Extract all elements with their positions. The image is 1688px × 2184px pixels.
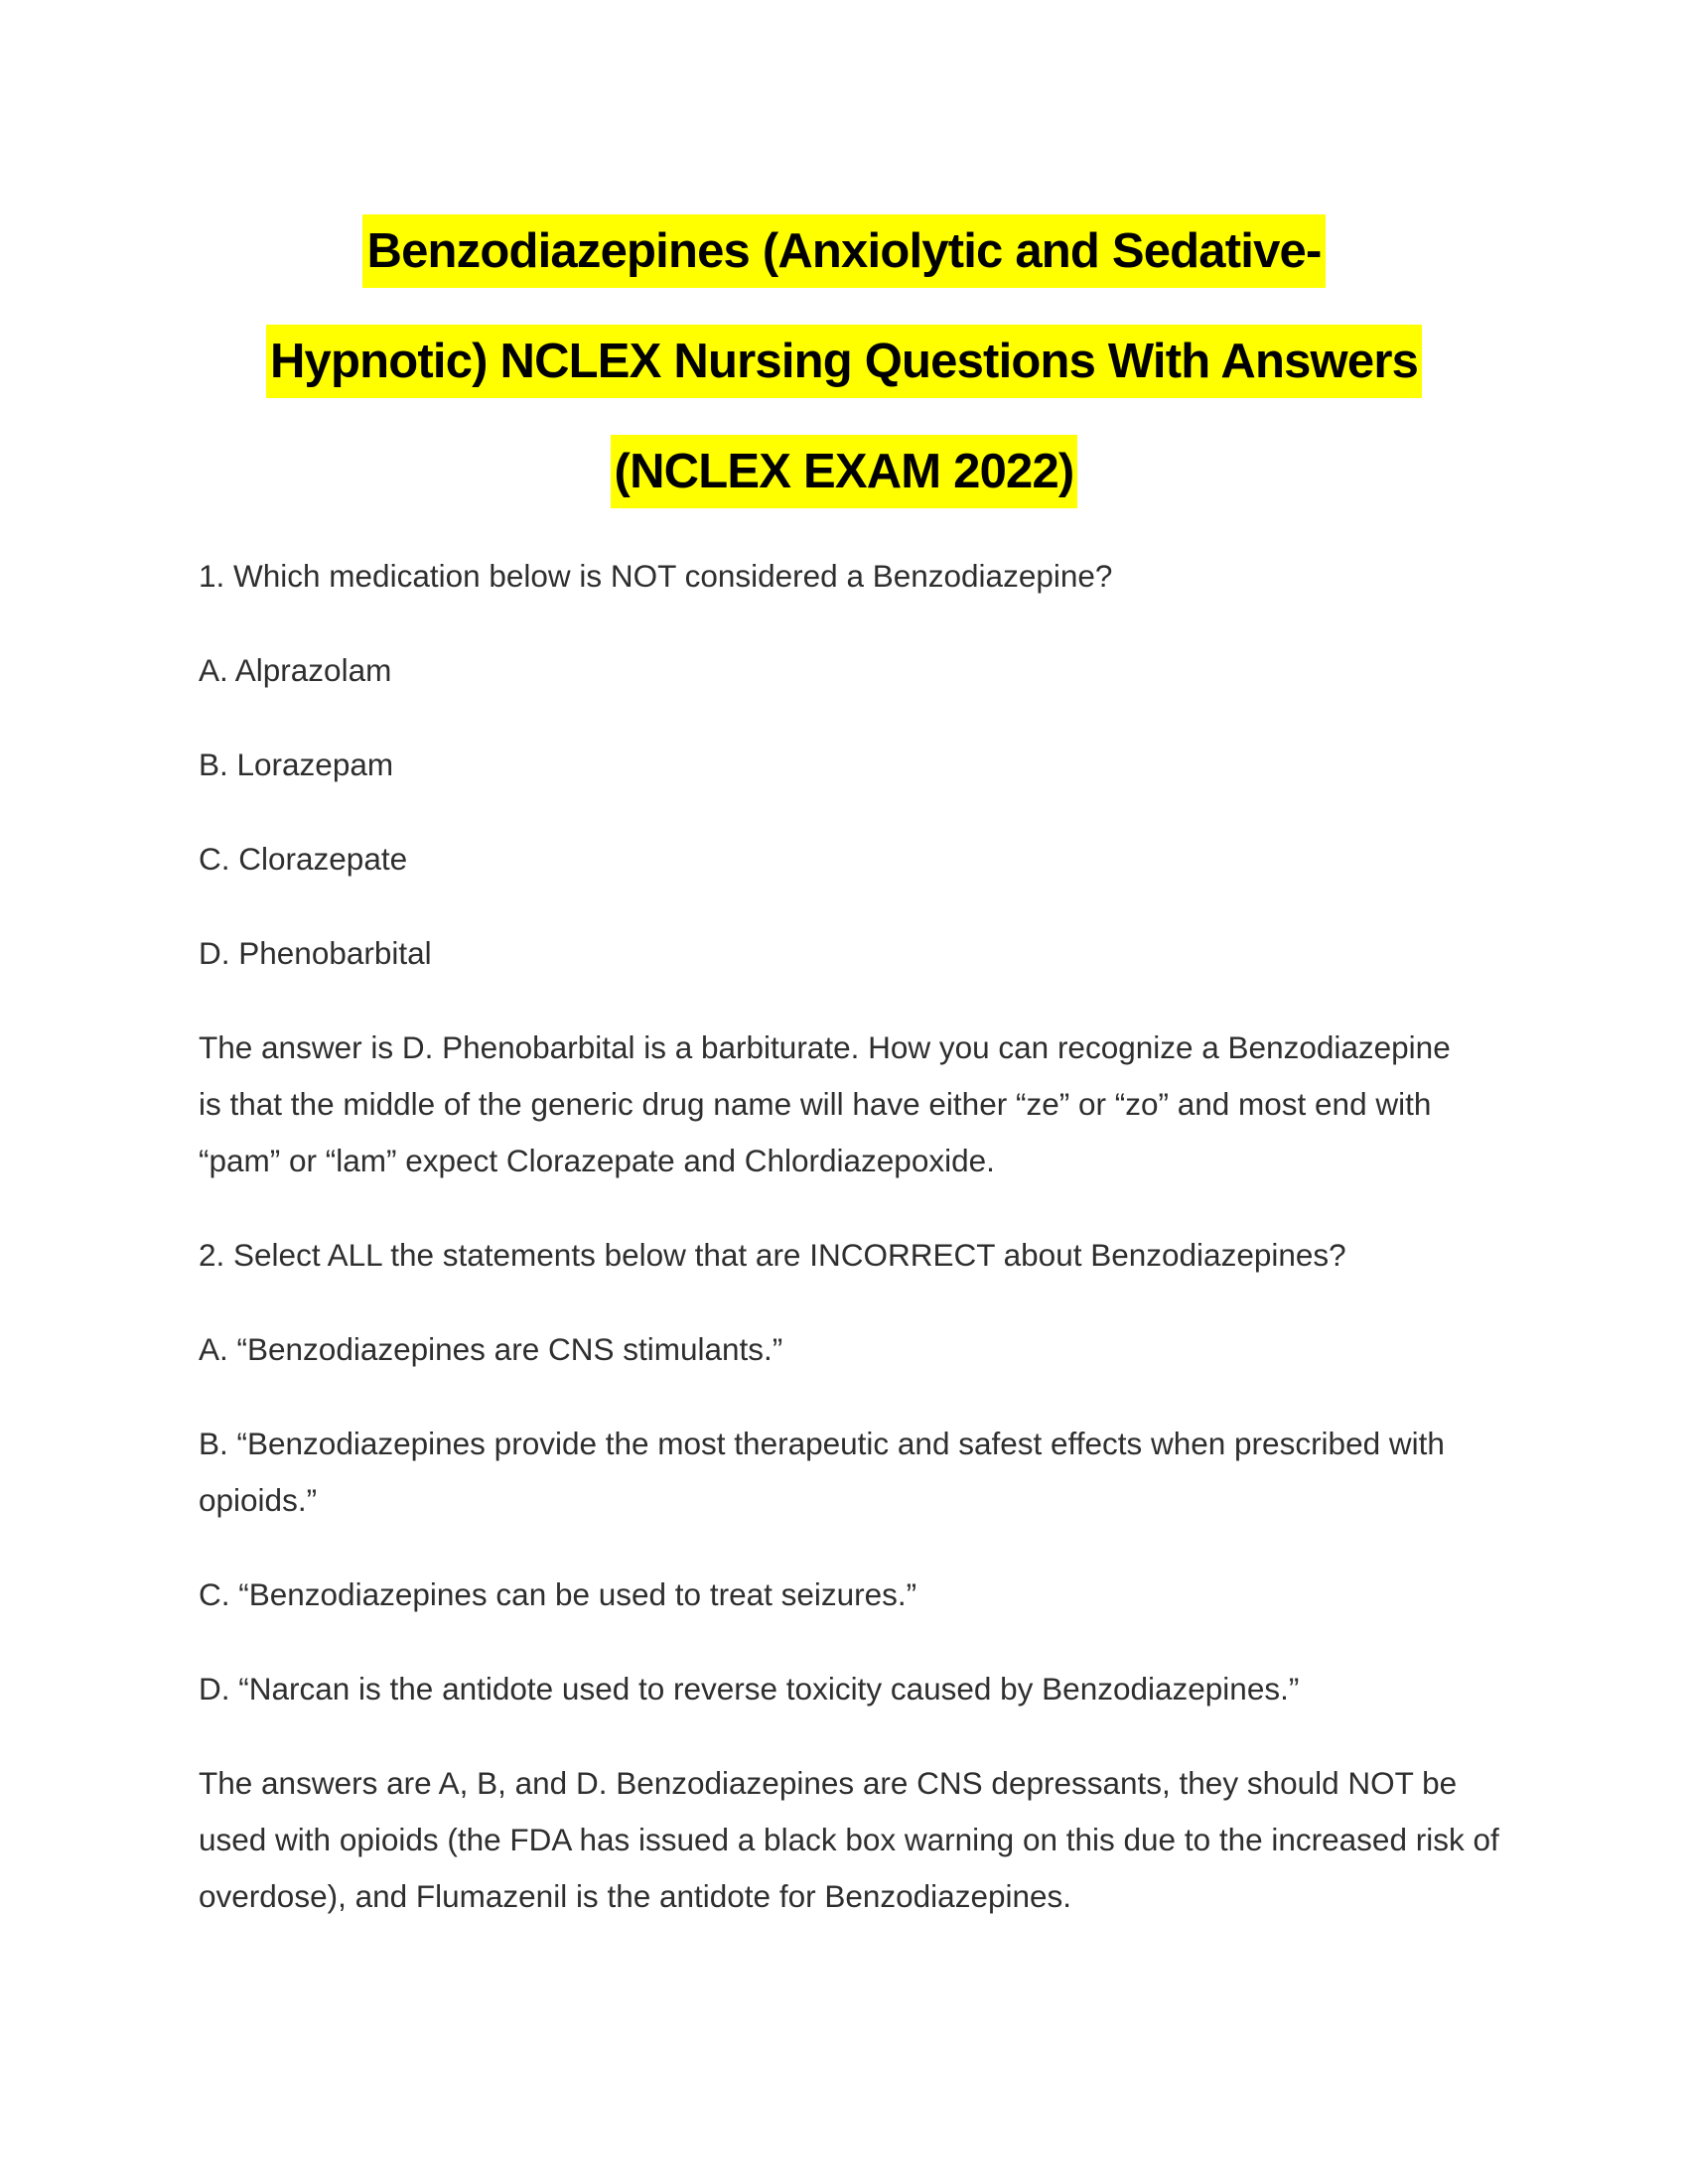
question-2-option-d: D. “Narcan is the antidote used to reverse toxicity caused by Benzodiazepines.” [199, 1671, 1300, 1706]
question-1-answer: The answer is D. Phenobarbital is a barbiturate. How you can recognize a Benzodiazepine is that the middle of the generic drug name will have either “ze” or “zo” and most end with “pam” or “lam” expect Clorazepate and Chlordiazepoxide. [199, 1029, 1451, 1178]
question-1-option-a: A. Alprazolam [199, 652, 392, 688]
question-2-answer: The answers are A, B, and D. Benzodiazepines are CNS depressants, they should NOT be used with opioids (the FDA has issued a black box warning on this due to the increased risk of overdose), and Flumazenil is the antidote for Benzodiazepines. [199, 1765, 1499, 1914]
title-highlight: Hypnotic) NCLEX Nursing Questions With Answers [266, 325, 1422, 398]
document-title [0, 196, 1688, 526]
question-1-option-d: D. Phenobarbital [199, 935, 432, 971]
question-2-prompt: 2. Select ALL the statements below that are INCORRECT about Benzodiazepines? [199, 1237, 1346, 1273]
title-line-1 [0, 196, 1688, 306]
title-line-2 [0, 306, 1688, 416]
question-1-option-c: C. Clorazepate [199, 841, 408, 877]
document-body [199, 548, 1499, 1963]
question-1-prompt: 1. Which medication below is NOT considered a Benzodiazepine? [199, 558, 1113, 594]
question-1-option-b: B. Lorazepam [199, 747, 394, 782]
title-line-3 [0, 416, 1688, 526]
title-highlight: Benzodiazepines (Anxiolytic and Sedative- [362, 214, 1325, 288]
question-2-option-a: A. “Benzodiazepines are CNS stimulants.” [199, 1331, 783, 1367]
question-2-option-c: C. “Benzodiazepines can be used to treat seizures.” [199, 1576, 917, 1612]
title-highlight: (NCLEX EXAM 2022) [611, 435, 1078, 508]
question-2-option-b: B. “Benzodiazepines provide the most therapeutic and safest effects when prescribed with opioids.” [199, 1426, 1445, 1518]
